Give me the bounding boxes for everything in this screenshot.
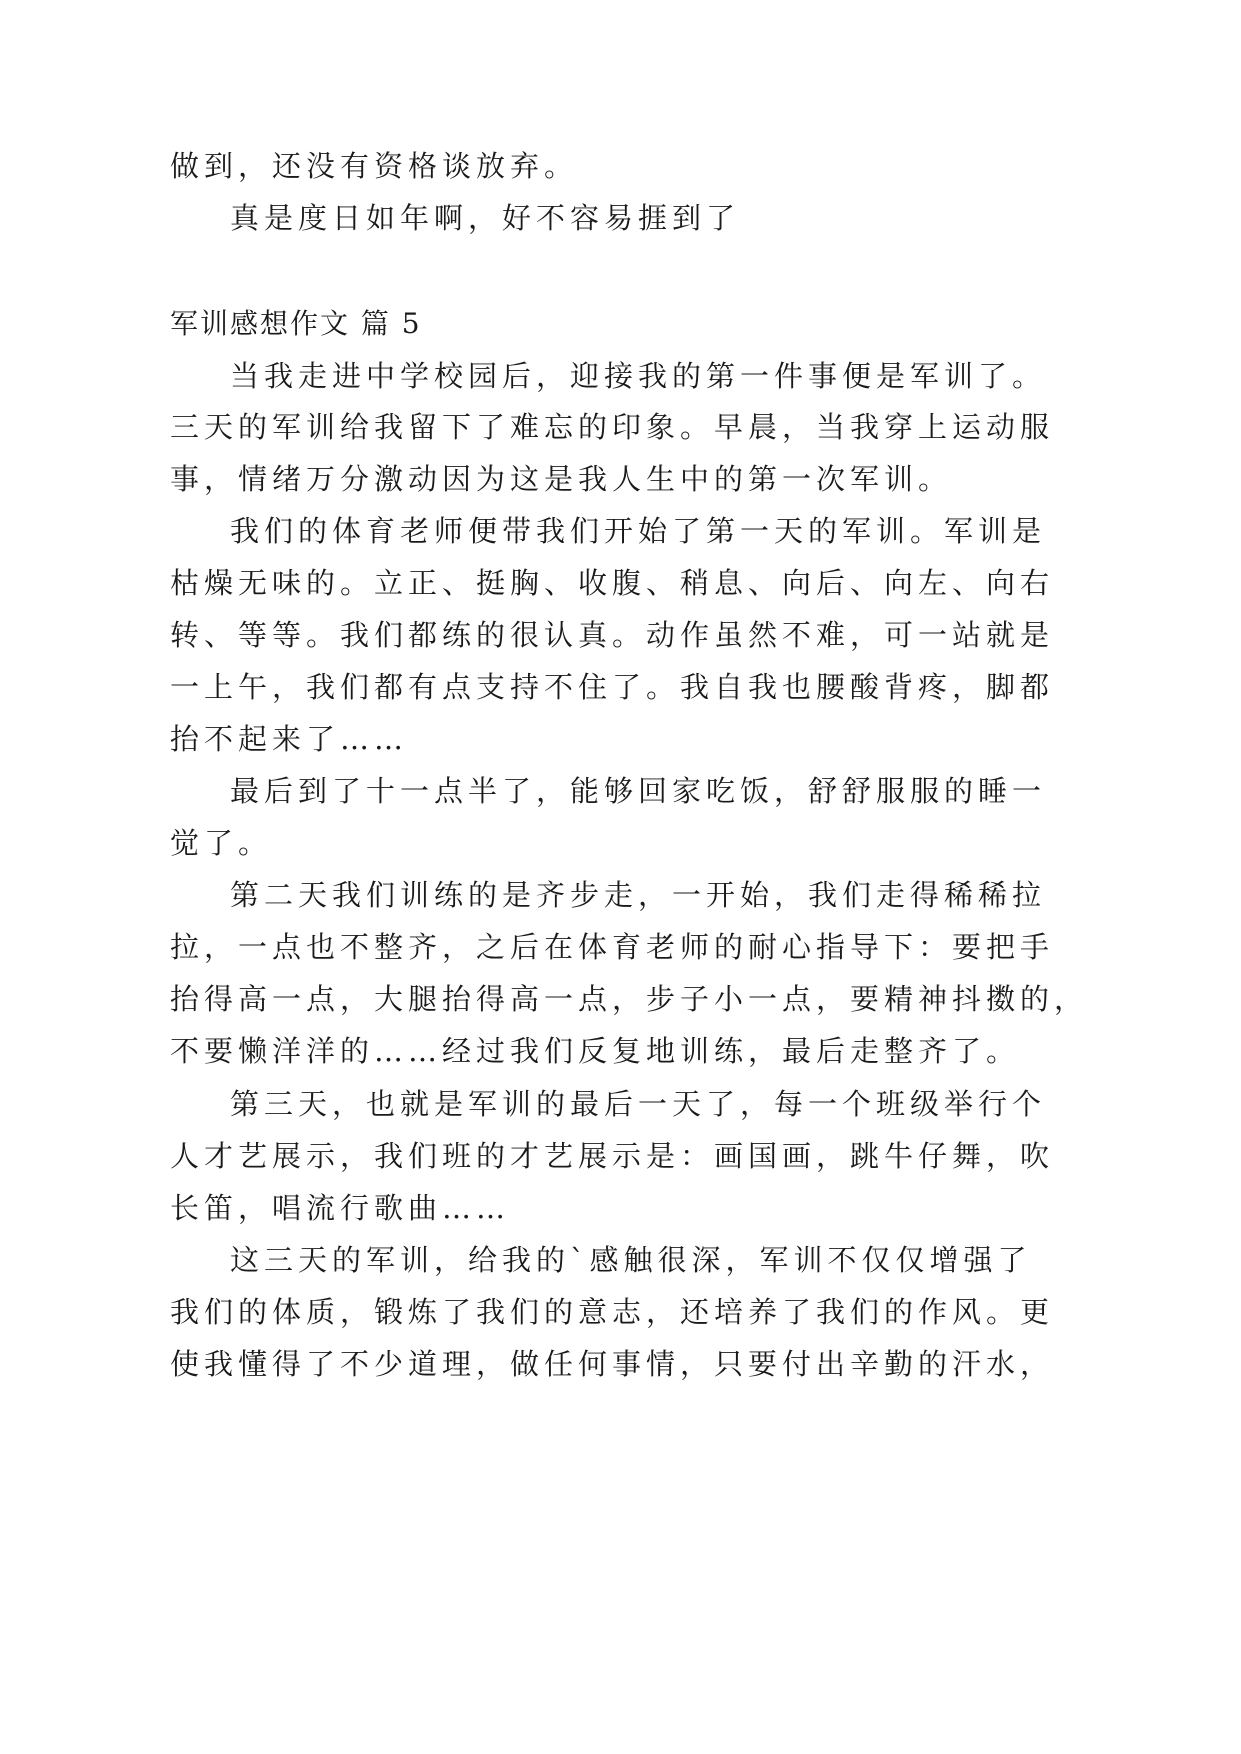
text-line: 长笛，唱流行歌曲…… (170, 1191, 511, 1225)
text-line: 人才艺展示，我们班的才艺展示是：画国画，跳牛仔舞，吹 (170, 1139, 1055, 1173)
text-line: 一上午，我们都有点支持不住了。我自我也腰酸背疼，脚都 (170, 670, 1055, 704)
text-line: 抬不起来了…… (170, 722, 409, 756)
text-line: 这三天的军训，给我的`感触很深，军训不仅仅增强了 (230, 1243, 1032, 1277)
text-line: 转、等等。我们都练的很认真。动作虽然不难，可一站就是 (170, 618, 1055, 652)
text-line: 第二天我们训练的是齐步走，一开始，我们走得稀稀拉 (230, 878, 1047, 912)
text-line: 我们的体育老师便带我们开始了第一天的军训。军训是 (230, 514, 1047, 548)
text-line: 枯燥无味的。立正、挺胸、收腹、稍息、向后、向左、向右 (170, 566, 1055, 600)
text-line: 抬得高一点，大腿抬得高一点，步子小一点，要精神抖擞的， (170, 982, 1089, 1016)
text-line: 做到，还没有资格谈放弃。 (170, 149, 579, 183)
text-line: 第三天，也就是军训的最后一天了，每一个班级举行个 (230, 1087, 1047, 1121)
text-line: 拉，一点也不整齐，之后在体育老师的耐心指导下：要把手 (170, 930, 1055, 964)
text-line: 事，情绪万分激动因为这是我人生中的第一次军训。 (170, 462, 953, 496)
text-line: 觉了。 (170, 826, 273, 860)
section-heading: 军训感想作文 篇 5 (170, 307, 422, 340)
text-line: 真是度日如年啊，好不容易捱到了 (230, 201, 741, 235)
text-line: 我们的体质，锻炼了我们的意志，还培养了我们的作风。更 (170, 1295, 1055, 1329)
text-line: 当我走进中学校园后，迎接我的第一件事便是军训了。 (230, 359, 1047, 393)
text-line: 不要懒洋洋的……经过我们反复地训练，最后走整齐了。 (170, 1034, 1021, 1068)
text-line: 最后到了十一点半了，能够回家吃饭，舒舒服服的睡一 (230, 774, 1047, 808)
text-line: 三天的军训给我留下了难忘的印象。早晨，当我穿上运动服 (170, 410, 1055, 444)
text-line: 使我懂得了不少道理，做任何事情，只要付出辛勤的汗水， (170, 1347, 1055, 1381)
